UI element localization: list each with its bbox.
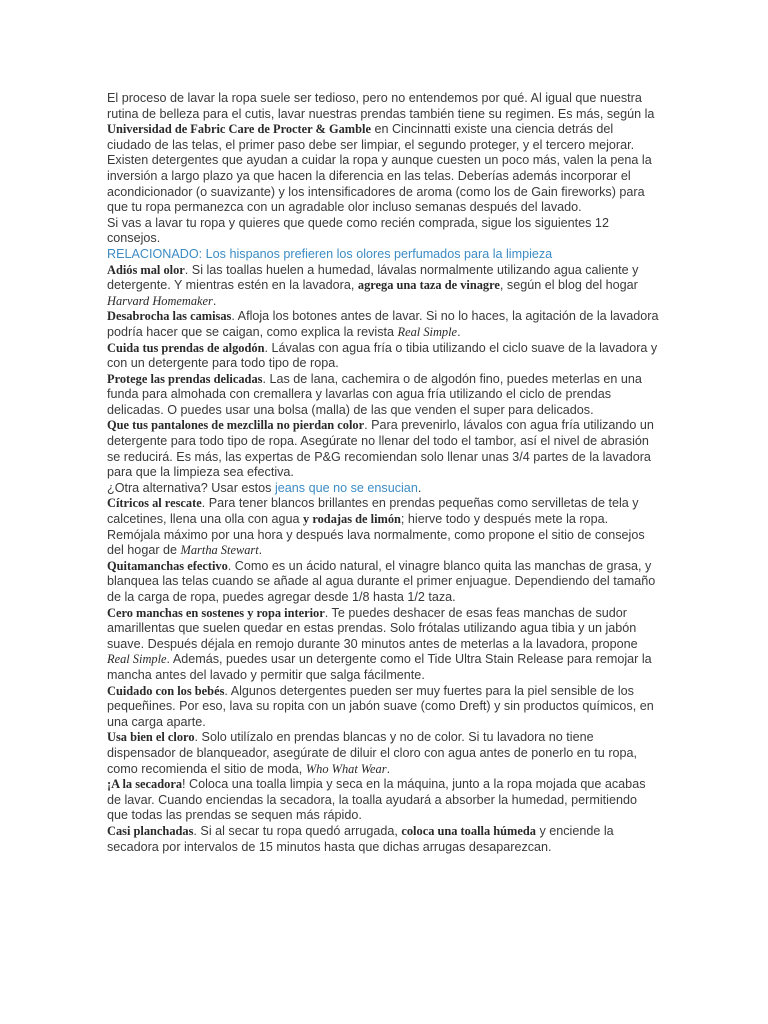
source-name: Martha Stewart — [180, 543, 259, 558]
tip-2 — [107, 309, 659, 340]
text: . Te puedes deshacer de esas feas manchas de sudor amarillentas que suelen quedar en estas prendas. Solo frótalas utilizando agua tibia y un jabón suave. Después déjala en remojo durante 30 minutos antes de meterlas a la lavadora, propone — [107, 605, 638, 651]
source-name: Real Simple — [107, 652, 167, 667]
tip-9 — [107, 684, 659, 731]
text: . Afloja los botones antes de lavar. Si no lo haces, la agitación de la lavadora podría hacer que se caigan, como explica la revista — [107, 309, 659, 339]
text: . Además, puedes usar un detergente como el Tide Ultra Stain Release para remojar la mancha antes del lavado y permitir que salga fácilmente. — [107, 652, 652, 682]
intro-paragraph-2 — [107, 153, 659, 215]
text: . Las de lana, cachemira o de algodón fino, puedes meterlas en una funda para almohada con cremallera y lavarlas con agua fría utilizando el ciclo de prendas delicadas. O puedes usar una bolsa (malla) de las que venden el super para delicados. — [107, 371, 642, 417]
related-line — [107, 247, 659, 263]
tip-title: Casi planchadas — [107, 823, 194, 838]
tip-title: Cítricos al rescate — [107, 496, 202, 511]
text: y enciende la secadora por intervalos de 15 minutos hasta que dichas arrugas desaparezcan. — [107, 823, 614, 854]
text: ! Coloca una toalla limpia y seca en la máquina, junto a la ropa mojada que acabas de lavar. Cuando enciendas la secadora, la toalla ayudará a absorber la humedad, permitiendo que todas las prendas se sequen más rápido. — [107, 777, 646, 823]
tip-8 — [107, 606, 659, 684]
text: ¿Otra alternativa? Usar estos — [107, 480, 275, 495]
text: Si vas a lavar tu ropa y quieres que quede como recién comprada, sigue los siguientes 12 consejos. — [107, 215, 609, 246]
text: Existen detergentes que ayudan a cuidar la ropa y aunque cuesten un poco más, valen la pena la inversión a largo plazo ya que hacen la diferencia en las telas. Deberías además incorporar el acondicionador (o suavizante) y los intensificadores de aroma (como los de Gain fireworks) para que tu ropa permanezca con un agradable olor incluso semanas después del lavado. — [107, 153, 652, 215]
related-link[interactable] — [107, 247, 552, 261]
emphasis: y rodajas de limón — [303, 512, 401, 527]
text: . — [417, 480, 422, 495]
source-name: Who What Wear — [305, 761, 387, 776]
text: . Si las toallas huelen a humedad, lávalas normalmente utilizando agua caliente y detergente. Y mientras estén en la lavadora, — [107, 262, 639, 293]
text: . — [258, 543, 263, 558]
tip-4 — [107, 372, 659, 419]
tip-3 — [107, 341, 659, 372]
text: , según el blog del hogar — [499, 278, 638, 293]
tip-11 — [107, 777, 659, 824]
alternative-line — [107, 481, 659, 497]
tip-title: Desabrocha las camisas — [107, 309, 232, 324]
tip-title: Cuidado con los bebés — [107, 683, 225, 698]
source-name: Real Simple — [397, 324, 458, 339]
emphasis: agrega una taza de vinagre — [357, 278, 500, 293]
tip-1 — [107, 263, 659, 310]
tip-title: Adiós mal olor — [107, 262, 185, 277]
tip-12 — [107, 824, 659, 855]
source-name: Harvard Homemaker — [107, 293, 213, 308]
tip-title: Cero manchas en sostenes y ropa interior — [107, 605, 325, 620]
text: . Si al secar tu ropa quedó arrugada, — [193, 823, 402, 838]
intro-paragraph-3 — [107, 216, 659, 247]
text: . — [386, 761, 391, 776]
text: . Lávalas con agua fría o tibia utilizando el ciclo suave de la lavadora y con un detergente para todo tipo de ropa. — [107, 340, 658, 371]
text: . Para tener blancos brillantes en prendas pequeñas como servilletas de tela y calcetines, llena una olla con agua — [107, 496, 639, 527]
tip-title: Protege las prendas delicadas — [107, 371, 263, 386]
tip-6 — [107, 496, 659, 558]
text: . Como es un ácido natural, el vinagre blanco quita las manchas de grasa, y blanquea las telas cuando se añade al agua durante el primer enjuague. Dependiendo del tamaño de la carga de ropa, puedes agregar desde 1/8 hasta 1/2 taza. — [107, 558, 656, 604]
tip-title: Quitamanchas efectivo — [107, 558, 228, 573]
text: en Cincinnatti existe una ciencia detrás del ciudado de las telas, el primer paso debe ser limpiar, el segundo proteger, y el tercero mejorar. — [107, 122, 635, 152]
emphasis: coloca una toalla húmeda — [401, 823, 536, 838]
text: . Algunos detergentes pueden ser muy fuertes para la piel sensible de los pequeñines. Por eso, lava su ropita con un jabón suave (como Dreft) y sin productos químicos, en una carga aparte. — [107, 683, 654, 729]
tip-10 — [107, 730, 659, 777]
text: El proceso de lavar la ropa suele ser tedioso, pero no entendemos por qué. Al igual que nuestra rutina de belleza para el cutis, lavar nuestras prendas también tiene su regimen. Es más, según la — [107, 91, 655, 121]
text: . Solo utilízalo en prendas blancas y no de color. Si tu lavadora no tiene dispensador de blanqueador, asegúrate de diluir el cloro con agua antes de ponerlo en tu ropa, como recomienda el sitio de moda, — [107, 730, 638, 776]
related-link-text: Los hispanos prefieren los olores perfumados para la limpieza — [205, 246, 553, 261]
text: . Para prevenirlo, lávalos con agua fría utilizando un detergente para todo tipo de ropa. Asegúrate no llenar del todo el tambor, así el nivel de abrasión se reducirá. Es más, las expertas de P&G recomiendan solo llenar unas 3/4 partes de la lavadora para que la limpieza sea efectiva. — [107, 418, 654, 480]
intro-paragraph-1 — [107, 91, 659, 153]
tip-5 — [107, 418, 659, 480]
text: ; hierve todo y después mete la ropa. Remójala máximo por una hora y después lava normalmente, como propone el sitio de consejos del hogar de — [107, 512, 645, 558]
jeans-link[interactable]: jeans que no se ensucian — [274, 480, 418, 495]
tip-title: Usa bien el cloro — [107, 730, 195, 745]
university-name: Universidad de Fabric Care de Procter & Gamble — [107, 122, 371, 137]
related-label: RELACIONADO: — [107, 246, 206, 261]
article-body — [107, 91, 659, 855]
tip-title: ¡A la secadora — [107, 777, 183, 792]
tip-7 — [107, 559, 659, 606]
text: . — [457, 324, 461, 339]
tip-title: Que tus pantalones de mezclilla no pierdan color — [107, 418, 365, 433]
text: . — [212, 293, 217, 308]
tip-title: Cuida tus prendas de algodón — [107, 340, 265, 355]
